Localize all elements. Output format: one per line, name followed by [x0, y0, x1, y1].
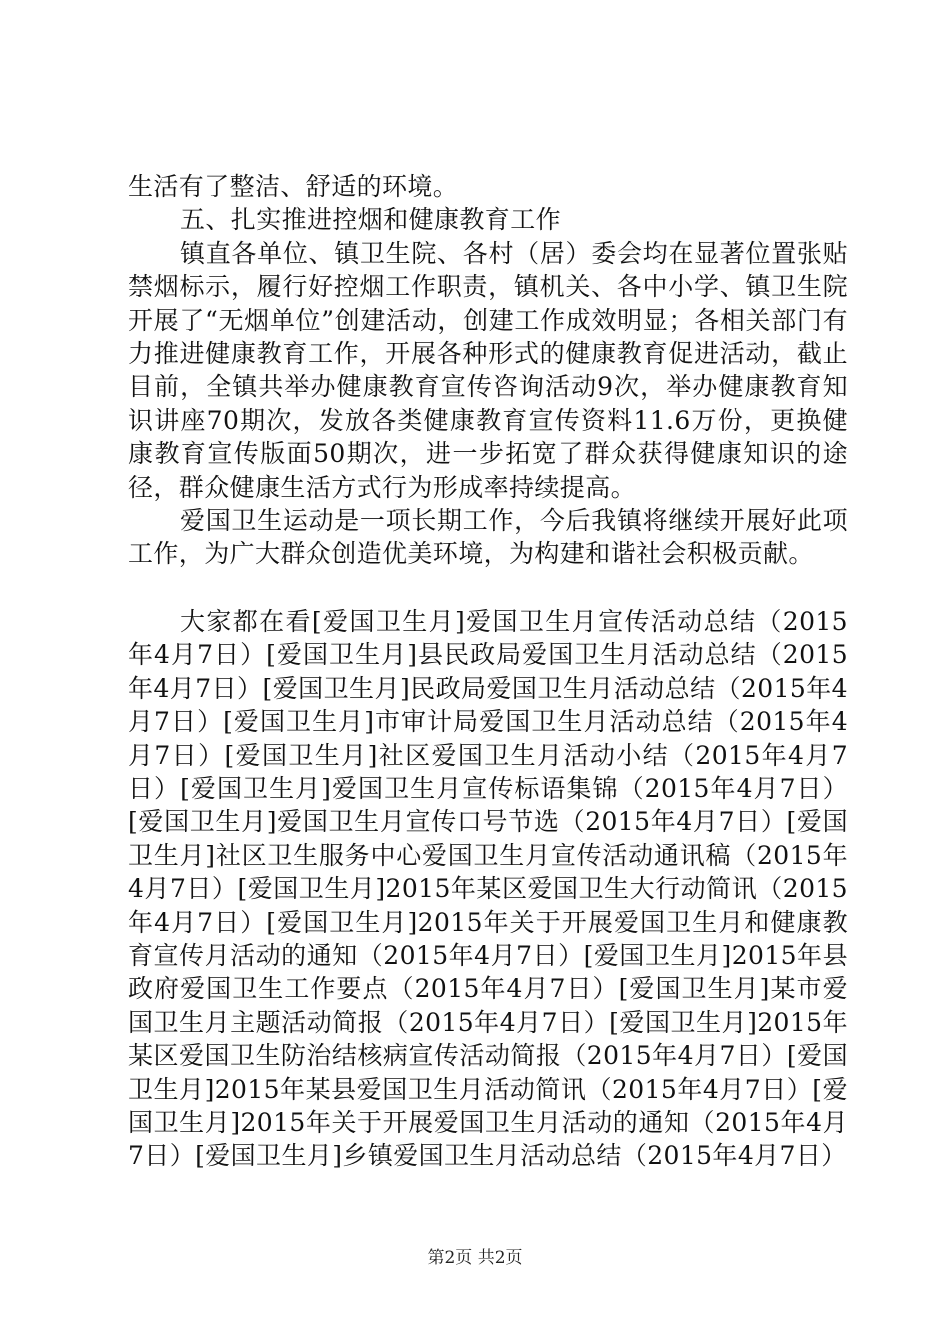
document-body — [128, 170, 848, 1173]
section-heading: 五、扎实推进控烟和健康教育工作 — [180, 205, 562, 235]
paragraph-continuation: 生活有了整洁、舒适的环境。 — [128, 172, 459, 201]
paragraph-tobacco-control: 镇直各单位、镇卫生院、各村（居）委会均在显著位置张贴禁烟标示，履行好控烟工作职责，镇机关、各中小学、镇卫生院开展了“无烟单位”创建活动，创建工作成效明显；各相关部门有力推进健康教育工作，开展各种形式的健康教育促进活动，截止目前，全镇共举办健康教育宣传咨询活动9次，举办健康教育知识讲座70期次，发放各类健康教育宣传资料11.6万份，更换健康教育宣传版面50期次，进一步拓宽了群众获得健康知识的途径，群众健康生活方式行为形成率持续提高。 — [128, 238, 848, 502]
paragraph-spacer — [128, 571, 848, 605]
page-number-footer: 第2页 共2页 — [427, 1248, 523, 1268]
paragraph-conclusion: 爱国卫生运动是一项长期工作，今后我镇将继续开展好此项工作，为广大群众创造优美环境，为构建和谐社会积极贡献。 — [128, 506, 848, 569]
related-articles-paragraph: 大家都在看[爱国卫生月]爱国卫生月宣传活动总结（2015年4月7日）[爱国卫生月]县民政局爱国卫生月活动总结（2015年4月7日）[爱国卫生月]民政局爱国卫生月活动总结（2015年4月7日）[爱国卫生月]市审计局爱国卫生月活动总结（2015年4月7日）[爱国卫生月]社区爱国卫生月活动小结（2015年4月7日）[爱国卫生月]爱国卫生月宣传标语集锦（2015年4月7日）[爱国卫生月]爱国卫生月宣传口号节选（2015年4月7日）[爱国卫生月]社区卫生服务中心爱国卫生月宣传活动通讯稿（2015年4月7日）[爱国卫生月]2015年某区爱国卫生大行动简讯（2015年4月7日）[爱国卫生月]2015年关于开展爱国卫生月和健康教育宣传月活动的通知（2015年4月7日）[爱国卫生月]2015年县政府爱国卫生工作要点（2015年4月7日）[爱国卫生月]某市爱国卫生月主题活动简报（2015年4月7日）[爱国卫生月]2015年某区爱国卫生防治结核病宣传活动简报（2015年4月7日）[爱国卫生月]2015年某县爱国卫生月活动简讯（2015年4月7日）[爱国卫生月]2015年关于开展爱国卫生月活动的通知（2015年4月7日）[爱国卫生月]乡镇爱国卫生月活动总结（2015年4月7日） — [128, 606, 848, 1171]
